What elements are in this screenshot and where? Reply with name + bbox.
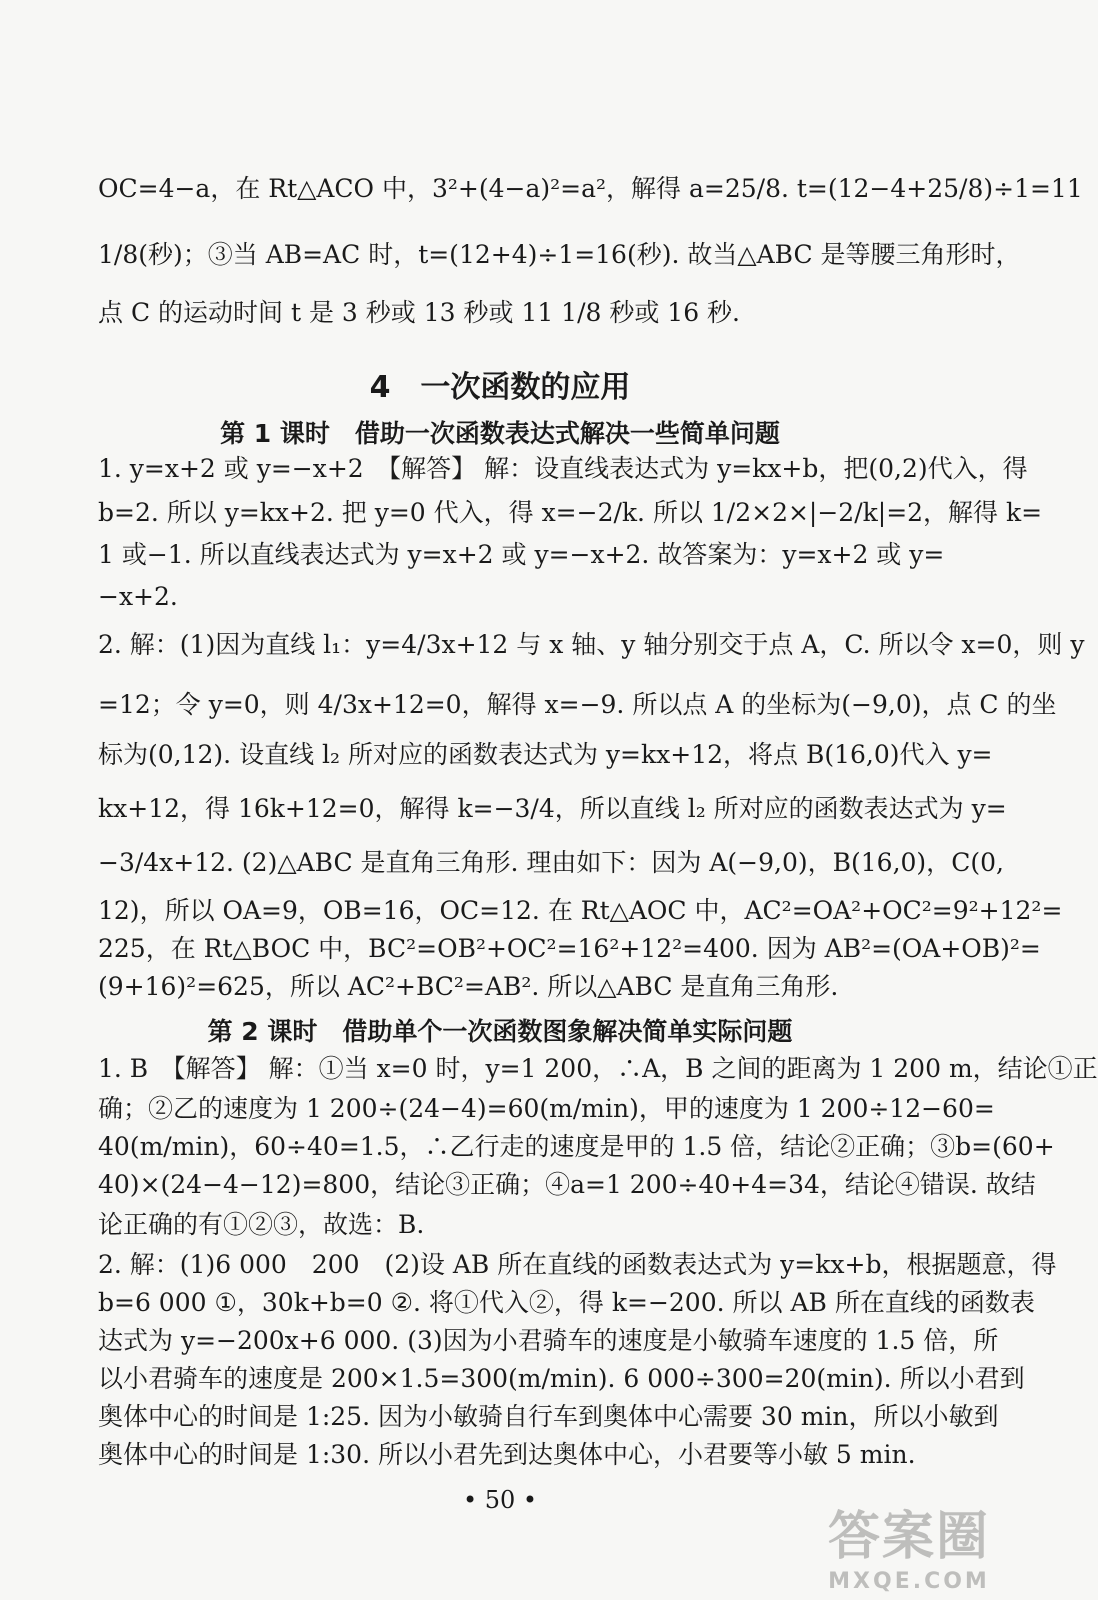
text-line: 论正确的有①②③，故选：B. <box>98 1210 425 1239</box>
text-line: =12；令 y=0，则 4/3x+12=0，解得 x=−9. 所以点 A 的坐标为(−9,0)，点 C 的坐 <box>98 690 1057 719</box>
text-line: 2. 解：(1)6 000 200 (2)设 AB 所在直线的函数表达式为 y=kx+b，根据题意，得 <box>98 1250 1057 1279</box>
text-line: 达式为 y=−200x+6 000. (3)因为小君骑车的速度是小敏骑车速度的 1.5 倍，所 <box>98 1326 999 1355</box>
text-line: 1. B 【解答】 解：①当 x=0 时，y=1 200，∴A，B 之间的距离为 1 200 m，结论①正 <box>98 1054 1098 1083</box>
text-line: 1 或−1. 所以直线表达式为 y=x+2 或 y=−x+2. 故答案为：y=x+2 或 y= <box>98 540 945 569</box>
text-line: 确；②乙的速度为 1 200÷(24−4)=60(m/min)，甲的速度为 1 200÷12−60= <box>98 1094 995 1123</box>
text-line: 奥体中心的时间是 1:30. 所以小君先到达奥体中心，小君要等小敏 5 min. <box>98 1440 916 1469</box>
text-line: 40(m/min)，60÷40=1.5，∴乙行走的速度是甲的 1.5 倍，结论②正确；③b=(60+ <box>98 1132 1055 1161</box>
text-line: b=6 000 ①，30k+b=0 ②. 将①代入②，得 k=−200. 所以 AB 所在直线的函数表 <box>98 1288 1035 1317</box>
site-watermark-logo <box>828 1494 990 1594</box>
text-line: −x+2. <box>98 582 178 611</box>
lesson-2-title: 第 2 课时 借助单个一次函数图象解决简单实际问题 <box>207 1017 793 1046</box>
page-number: • 50 • <box>462 1486 538 1514</box>
text-line: 以小君骑车的速度是 200×1.5=300(m/min). 6 000÷300=20(min). 所以小君到 <box>98 1364 1025 1393</box>
text-line: 奥体中心的时间是 1:25. 因为小敏骑自行车到奥体中心需要 30 min，所以小敏到 <box>98 1402 999 1431</box>
watermark-main: 答案圈 <box>827 1507 990 1567</box>
text-line: 225，在 Rt△BOC 中，BC²=OB²+OC²=16²+12²=400. 因为 AB²=(OA+OB)²= <box>98 934 1041 963</box>
watermark-sub: MXQE.COM <box>828 1569 990 1594</box>
text-line: OC=4−a，在 Rt△ACO 中，3²+(4−a)²=a²，解得 a=25/8. t=(12−4+25/8)÷1=11 <box>98 174 1083 203</box>
text-line: −3/4x+12. (2)△ABC 是直角三角形. 理由如下：因为 A(−9,0)，B(16,0)，C(0, <box>98 848 1004 877</box>
text-line: kx+12，得 16k+12=0，解得 k=−3/4，所以直线 l₂ 所对应的函数表达式为 y= <box>98 794 1007 823</box>
text-line: 12)，所以 OA=9，OB=16，OC=12. 在 Rt△AOC 中，AC²=OA²+OC²=9²+12²= <box>98 896 1063 925</box>
text-line: 点 C 的运动时间 t 是 3 秒或 13 秒或 11 1/8 秒或 16 秒. <box>98 298 741 327</box>
text-line: 1/8(秒)；③当 AB=AC 时，t=(12+4)÷1=16(秒). 故当△ABC 是等腰三角形时， <box>98 240 1021 269</box>
text-line: 1. y=x+2 或 y=−x+2 【解答】 解：设直线表达式为 y=kx+b，把(0,2)代入，得 <box>98 454 1028 483</box>
text-line: (9+16)²=625，所以 AC²+BC²=AB². 所以△ABC 是直角三角形. <box>98 972 839 1001</box>
lesson-1-title: 第 1 课时 借助一次函数表达式解决一些简单问题 <box>220 419 780 448</box>
text-line: 标为(0,12). 设直线 l₂ 所对应的函数表达式为 y=kx+12，将点 B(16,0)代入 y= <box>98 740 993 769</box>
text-line: 40)×(24−4−12)=800，结论③正确；④a=1 200÷40+4=34，结论④错误. 故结 <box>98 1170 1036 1199</box>
text-line: 2. 解：(1)因为直线 l₁：y=4/3x+12 与 x 轴、y 轴分别交于点 A，C. 所以令 x=0，则 y <box>98 630 1085 659</box>
text-line: b=2. 所以 y=kx+2. 把 y=0 代入，得 x=−2/k. 所以 1/2×2×|−2/k|=2，解得 k= <box>98 498 1043 527</box>
section-title: 4 一次函数的应用 <box>369 370 631 405</box>
